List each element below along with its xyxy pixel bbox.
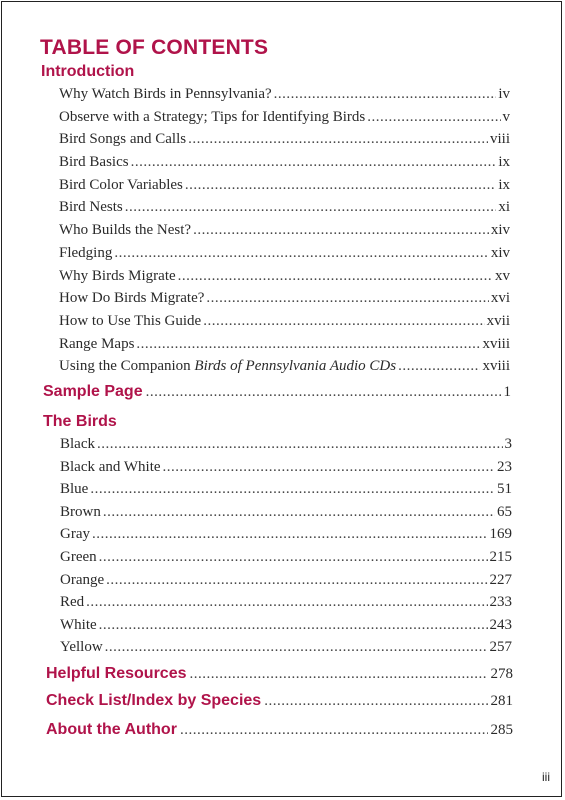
- entry-page: 169: [489, 526, 512, 543]
- entry-page: 281: [490, 693, 513, 709]
- introduction-heading: Introduction: [41, 63, 135, 80]
- entry-label: Black and White: [60, 458, 161, 475]
- entry-page: xvii: [486, 312, 510, 329]
- entry-page: xiv: [490, 244, 510, 261]
- toc-entry: [59, 109, 510, 132]
- the-birds-heading: The Birds: [43, 413, 117, 430]
- dot-leader: [92, 526, 488, 543]
- toc-entry: [59, 86, 510, 109]
- entry-page: 215: [489, 548, 512, 565]
- dot-leader: [274, 86, 497, 103]
- entry-label: Range Maps: [59, 335, 135, 352]
- entry-page: xiv: [490, 222, 510, 239]
- toc-entry: [59, 336, 510, 359]
- entry-page: 285: [490, 722, 513, 738]
- toc-entry: [59, 290, 510, 313]
- entry-label: Brown: [60, 503, 101, 520]
- entry-page: 227: [489, 571, 512, 588]
- dot-leader: [188, 131, 488, 148]
- check-list-label: Check List/Index by Species: [46, 692, 262, 709]
- dot-leader: [398, 358, 480, 375]
- entry-label-prefix: Using the Companion: [59, 358, 195, 375]
- toc-entry-check-list: [46, 692, 513, 710]
- dot-leader: [146, 384, 501, 401]
- entry-label: White: [60, 616, 97, 633]
- toc-entry: [59, 199, 510, 222]
- about-author-label: About the Author: [46, 721, 177, 738]
- dot-leader: [99, 617, 488, 634]
- toc-entry: [60, 526, 512, 549]
- toc-entry: [59, 313, 510, 336]
- entry-page: 65: [497, 503, 512, 520]
- toc-entry: [59, 222, 510, 245]
- toc-entry: [59, 177, 510, 200]
- entry-page: viii: [489, 131, 510, 148]
- entry-page: 3: [504, 436, 512, 452]
- entry-label: Who Builds the Nest?: [59, 222, 192, 239]
- toc-entry: [60, 594, 512, 617]
- entry-page: v: [502, 108, 510, 125]
- entry-label: Bird Songs and Calls: [59, 131, 187, 148]
- dot-leader: [114, 245, 488, 262]
- toc-entry: [60, 481, 512, 504]
- dot-leader: [105, 639, 488, 656]
- entry-page: 51: [497, 481, 512, 498]
- helpful-resources-label: Helpful Resources: [46, 665, 187, 682]
- toc-entry: [60, 459, 512, 482]
- toc-entry-sample-page: [43, 383, 511, 401]
- toc-entry: [60, 572, 512, 595]
- dot-leader: [97, 436, 503, 453]
- entry-page: 278: [490, 666, 513, 682]
- toc-entry: [60, 639, 512, 662]
- bird-color-entries: [60, 436, 512, 662]
- entry-page: xviii: [482, 358, 510, 375]
- entry-label: Bird Nests: [59, 199, 123, 216]
- entry-page: 1: [503, 384, 511, 400]
- entry-label: Black: [60, 436, 95, 452]
- dot-leader: [136, 336, 480, 353]
- dot-leader: [206, 290, 488, 307]
- entry-page: xviii: [482, 335, 510, 352]
- entry-label: Bird Color Variables: [59, 176, 183, 193]
- dot-leader: [86, 594, 487, 611]
- toc-page: [1, 1, 562, 797]
- dot-leader: [163, 459, 495, 476]
- dot-leader: [180, 722, 488, 739]
- toc-entry-about-author: [46, 721, 513, 739]
- entry-page: 23: [497, 458, 512, 475]
- dot-leader: [131, 154, 497, 171]
- toc-entry: [60, 436, 512, 459]
- entry-label: How Do Birds Migrate?: [59, 290, 205, 307]
- dot-leader: [103, 504, 495, 521]
- entry-label: Red: [60, 594, 85, 611]
- entry-label: Observe with a Strategy; Tips for Identifying Birds: [59, 108, 366, 125]
- toc-entry: [59, 245, 510, 268]
- entry-label: Why Birds Migrate: [59, 267, 176, 284]
- entry-page: 257: [489, 639, 512, 656]
- introduction-entries: [59, 86, 510, 381]
- sample-page-label: Sample Page: [43, 383, 143, 400]
- page-title: TABLE OF CONTENTS: [40, 36, 269, 59]
- entry-label: [59, 358, 396, 375]
- toc-entry-helpful-resources: [46, 665, 513, 683]
- toc-entry: [60, 504, 512, 527]
- dot-leader: [125, 199, 497, 216]
- dot-leader: [367, 109, 500, 126]
- dot-leader: [189, 666, 487, 683]
- entry-label: Yellow: [60, 639, 103, 656]
- toc-entry-audio-cds: [59, 358, 510, 381]
- dot-leader: [264, 693, 487, 710]
- toc-entry: [60, 549, 512, 572]
- dot-leader: [106, 572, 487, 589]
- entry-label-book-title: Birds of Pennsylvania Audio CDs: [194, 358, 397, 375]
- toc-entry: [59, 154, 510, 177]
- dot-leader: [90, 481, 495, 498]
- entry-page: 233: [489, 594, 512, 611]
- entry-label: Bird Basics: [59, 154, 129, 171]
- entry-page: xi: [498, 199, 510, 216]
- toc-entry: [59, 131, 510, 154]
- entry-label: Gray: [60, 526, 90, 543]
- entry-label: Blue: [60, 481, 89, 498]
- entry-page: xvi: [490, 290, 510, 307]
- page-number: iii: [542, 770, 550, 784]
- entry-page: iv: [498, 86, 510, 102]
- toc-entry: [59, 268, 510, 291]
- entry-page: ix: [498, 154, 510, 171]
- dot-leader: [185, 177, 496, 194]
- entry-label: Green: [60, 548, 97, 565]
- entry-page: 243: [489, 616, 512, 633]
- entry-label: Fledging: [59, 244, 113, 261]
- dot-leader: [99, 549, 488, 566]
- entry-label: Why Watch Birds in Pennsylvania?: [59, 86, 272, 102]
- dot-leader: [203, 313, 484, 330]
- entry-page: xv: [495, 267, 510, 284]
- entry-label: Orange: [60, 571, 105, 588]
- toc-entry: [60, 617, 512, 640]
- entry-label: How to Use This Guide: [59, 312, 202, 329]
- dot-leader: [193, 222, 489, 239]
- entry-page: ix: [498, 176, 510, 193]
- dot-leader: [178, 268, 493, 285]
